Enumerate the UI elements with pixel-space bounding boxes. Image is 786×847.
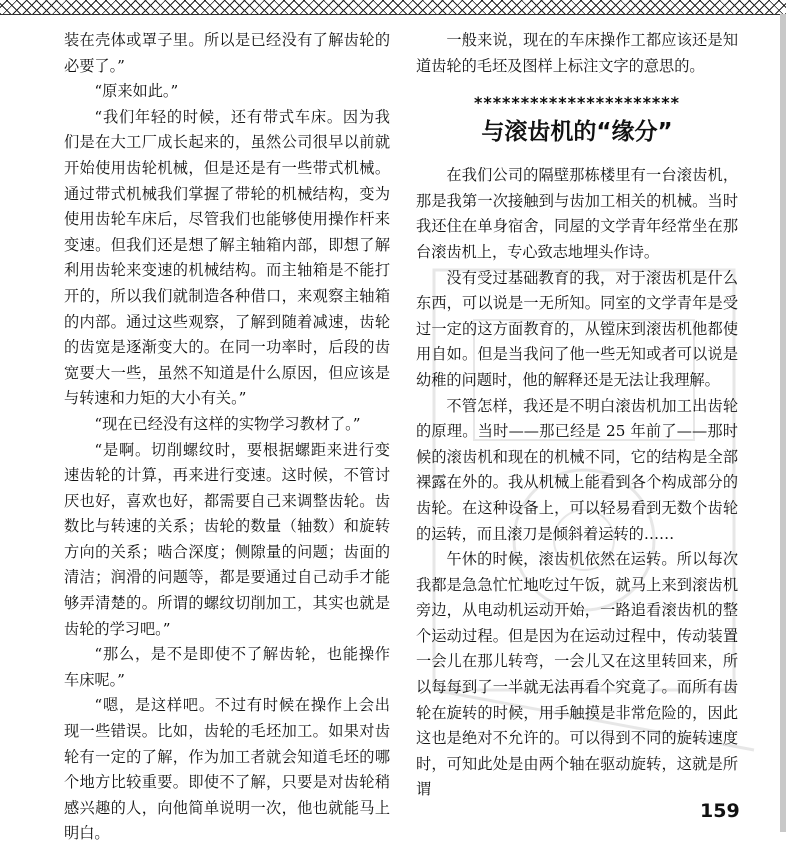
section-title: 与滚齿机的“缘分” — [481, 119, 673, 146]
paragraph: “原来如此。” — [94, 82, 179, 101]
top-decorative-border — [0, 0, 786, 15]
paragraph: 一般来说，现在的车床操作工都应该还是知道齿轮的毛坯及图样上标注文字的意思的。 — [416, 31, 738, 75]
paragraph: “那么，是不是即使不了解齿轮，也能操作车床呢。” — [64, 645, 390, 689]
paragraph: 不管怎样，我还是不明白滚齿机加工出齿轮的原理。当时——那已经是 25 年前了——那时候的滚齿机和现在的机械不同，它的结构是全部裸露在外的。我从机械上能看到各个构成部分的齿轮。在这种设备上，可以轻易看到无数个齿轮的运转，而且滚刀是倾斜着运转的…… — [416, 396, 738, 543]
paragraph: 午休的时候，滚齿机依然在运转。所以每次我都是急急忙忙地吃过午饭，就马上来到滚齿机旁边，从电动机运动开始，一路追看滚齿机的整个运动过程。但是因为在运动过程中，传动装置一会儿在那儿转弯，一会儿又在这里转回来，所以每每到了一半就无法再看个究竟了。而所有齿轮在旋转的时候，用手触摸是非常危险的，因此这也是绝对不允许的。可以得到不同的旋转速度时，可知此处是由两个轴在驱动旋转，这就是所谓 — [416, 550, 738, 799]
section-separator: ********************** — [473, 93, 681, 113]
page-number: 159 — [700, 800, 740, 822]
paragraph: 在我们公司的隔壁那栋楼里有一台滚齿机，那是我第一次接触到与齿加工相关的机械。当时我还住在单身宿舍，同屋的文学青年经常坐在那台滚齿机上，专心致志地埋头作诗。 — [416, 166, 738, 261]
paragraph: “我们年轻的时候，还有带式车床。因为我们是在大工厂成长起来的，虽然公司很早以前就开始使用齿轮机械，但是还是有一些带式机械。通过带式机械我们掌握了带轮的机械结构，变为使用齿轮车床后，尽管我们也能够使用操作杆来变速。但我们还是想了解主轴箱内部，即想了解利用齿轮来变速的机械结构。而主轴箱是不能打开的，所以我们就制造各种借口，来观察主轴箱的内部。通过这些观察，了解到随着减速，齿轮的齿宽是逐渐变大的。在同一功率时，后段的齿宽要大一些，虽然不知道是什么原因，但应该是与转速和力矩的大小有关。” — [64, 107, 390, 408]
page-edge-shadow — [780, 14, 786, 832]
paragraph: “嗯，是这样吧。不过有时候在操作上会出现一些错误。比如，齿轮的毛坯加工。如果对齿轮有一定的了解，作为加工者就会知道毛坯的哪个地方比较重要。即使不了解，只要是对齿轮稍感兴趣的人，向他简单说明一次，他也就能马上明白。 — [64, 696, 390, 843]
paragraph: 没有受过基础教育的我，对于滚齿机是什么东西，可以说是一无所知。同室的文学青年是受过一定的这方面教育的，从镗床到滚齿机他都使用自如。但是当我问了他一些无知或者可以说是幼稚的问题时，他的解释还是无法让我理解。 — [416, 268, 738, 389]
paragraph: “现在已经没有这样的实物学习教材了。” — [94, 414, 361, 433]
right-text-column — [416, 28, 738, 803]
paragraph: 装在壳体或罩子里。所以是已经没有了解齿轮的必要了。” — [64, 31, 390, 75]
left-text-column — [64, 28, 390, 847]
paragraph: “是啊。切削螺纹时，要根据螺距来进行变速齿轮的计算，再来进行变速。这时候，不管讨厌也好，喜欢也好，都需要自己来调整齿轮。齿数比与转速的关系；齿轮的数量（轴数）和旋转方向的关系；啮合深度；侧隙量的问题；齿面的清洁；润滑的问题等，都是要通过自己动手才能够弄清楚的。所谓的螺纹切削加工，其实也就是齿轮的学习吧。” — [64, 440, 390, 638]
